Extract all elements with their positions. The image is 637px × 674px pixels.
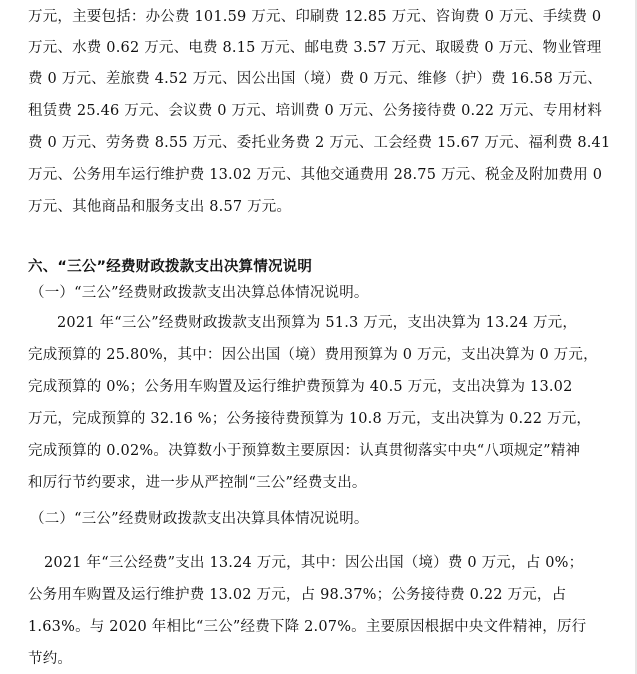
paragraph1-line-1: 万元，主要包括：办公费 101.59 万元、印刷费 12.85 万元、咨询费 0 万元、手续费 0 [28,9,602,25]
paragraph3-line-3: 1.63%。与 2020 年相比“三公”经费下降 2.07%。主要原因根据中央文件精神，厉行 [28,619,587,635]
paragraph1-line-7: 万元、其他商品和服务支出 8.57 万元。 [28,199,292,215]
paragraph3-line-2: 公务用车购置及运行维护费 13.02 万元，占 98.37%；公务接待费 0.22 万元，占 [28,587,567,603]
sub-heading-1: （一）“三公”经费财政拨款支出决算总体情况说明。 [30,285,369,301]
paragraph3-line-4: 节约。 [28,651,73,667]
paragraph1-line-6: 万元、公务用车运行维护费 13.02 万元、其他交通费用 28.75 万元、税金及附加费用 0 [28,167,603,183]
paragraph3-line-1: 2021 年“三公经费”支出 13.24 万元，其中：因公出国（境）费 0 万元，占 0%； [44,555,584,571]
paragraph2-line-6: 和厉行节约要求，进一步从严控制“三公”经费支出。 [28,475,367,491]
sub-heading-2: （二）“三公”经费财政拨款支出决算具体情况说明。 [30,511,369,527]
paragraph2-line-1: 2021 年“三公”经费财政拨款支出预算为 51.3 万元，支出决算为 13.24 万元， [57,315,578,331]
paragraph1-line-2: 万元、水费 0.62 万元、电费 8.15 万元、邮电费 3.57 万元、取暖费 0 万元、物业管理 [28,40,602,56]
paragraph1-line-5: 费 0 万元、劳务费 8.55 万元、委托业务费 2 万元、工会经费 15.67 万元、福利费 8.41 [28,135,611,151]
paragraph1-line-3: 费 0 万元、差旅费 4.52 万元、因公出国（境）费 0 万元、维修（护）费 16.58 万元、 [28,71,602,87]
paragraph2-line-5: 完成预算的 0.02%。决算数小于预算数主要原因：认真贯彻落实中央“八项规定”精神 [28,443,581,459]
paragraph2-line-3: 完成预算的 0%；公务用车购置及运行维护费预算为 40.5 万元，支出决算为 13.02 [28,379,573,395]
paragraph2-line-2: 完成预算的 25.80%，其中：因公出国（境）费用预算为 0 万元，支出决算为 0 万元， [28,347,598,363]
paragraph2-line-4: 万元，完成预算的 32.16 %；公务接待费预算为 10.8 万元，支出决算为 0.22 万元， [28,411,592,427]
paragraph1-line-4: 租赁费 25.46 万元、会议费 0 万元、培训费 0 万元、公务接待费 0.22 万元、专用材料 [28,103,602,119]
section-heading: 六、“三公”经费财政拨款支出决算情况说明 [28,259,313,275]
